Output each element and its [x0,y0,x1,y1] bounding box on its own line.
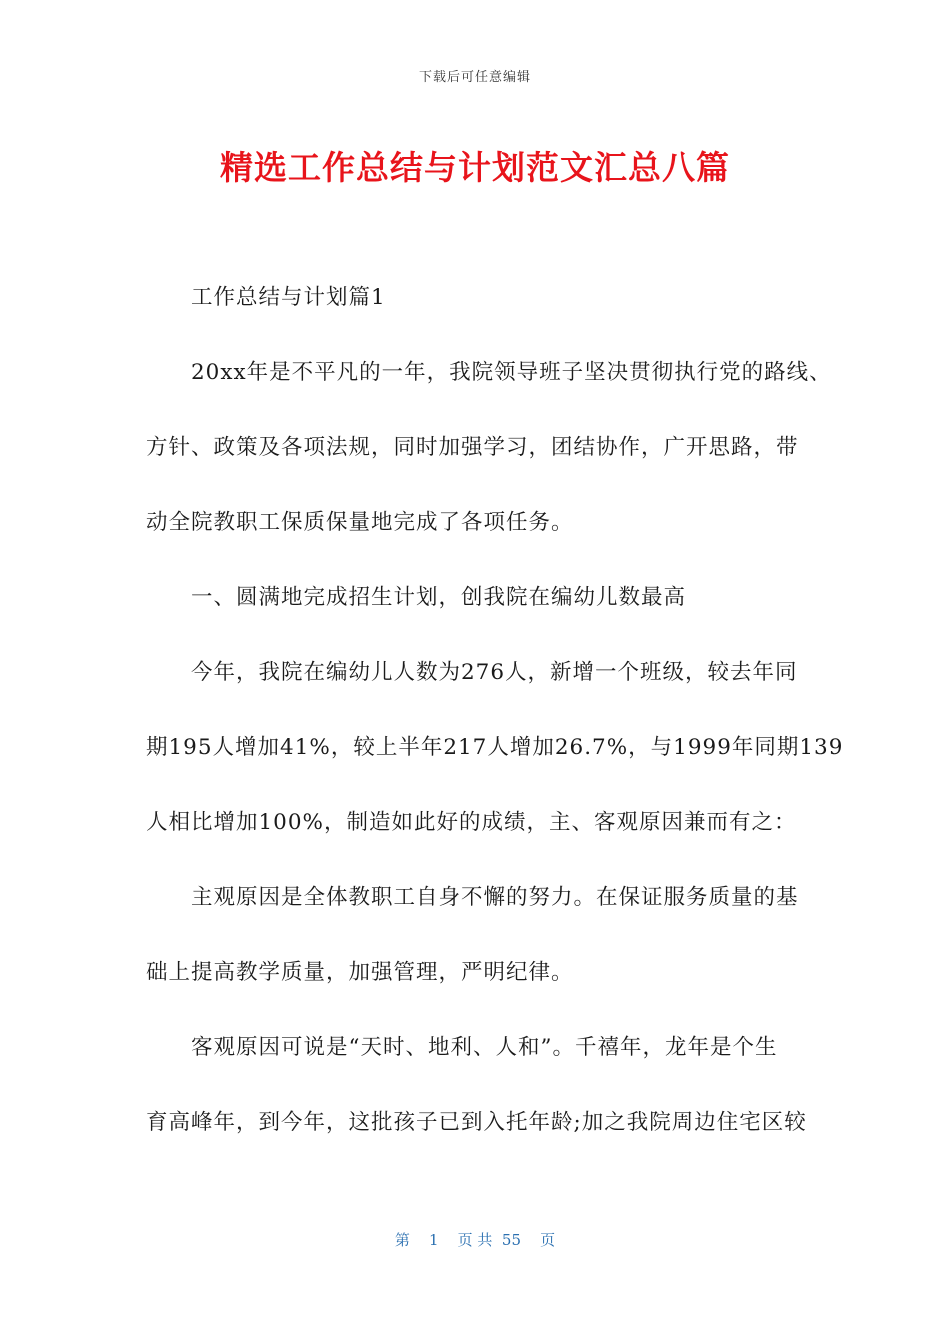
paragraph-line: 客观原因可说是“天时、地利、人和”。千禧年，龙年是个生 [191,1035,778,1060]
paragraph-line: 20xx年是不平凡的一年，我院领导班子坚决贯彻执行党的路线、 [191,360,832,385]
header-note: 下载后可任意编辑 [418,70,531,85]
paragraph-line: 育高峰年，到今年，这批孩子已到入托年龄;加之我院周边住宅区较 [146,1110,807,1135]
footer-page-number: 1 [428,1231,439,1249]
footer-suffix: 页 [540,1231,556,1249]
page-footer [0,1229,950,1250]
document-body [146,278,844,1178]
paragraph-line: 今年，我院在编幼儿人数为276人，新增一个班级，较去年同 [191,660,798,685]
document-title: 精选工作总结与计划范文汇总八篇 [220,148,730,187]
paragraph-line: 方针、政策及各项法规，同时加强学习，团结协作，广开思路，带 [146,435,799,460]
footer-total-pages: 55 [501,1231,522,1249]
subsection-heading: 一、圆满地完成招生计划，创我院在编幼儿数最高 [191,585,687,610]
footer-middle: 页 共 [457,1231,493,1249]
paragraph-line: 动全院教职工保质保量地完成了各项任务。 [146,510,574,535]
paragraph-line: 础上提高教学质量，加强管理，严明纪律。 [146,960,574,985]
paragraph-line: 期195人增加41%，较上半年217人增加26.7%，与1999年同期139 [146,735,844,760]
paragraph-line: 人相比增加100%，制造如此好的成绩，主、客观原因兼而有之： [146,810,797,835]
section-heading: 工作总结与计划篇1 [191,285,386,310]
paragraph-line: 主观原因是全体教职工自身不懈的努力。在保证服务质量的基 [191,885,799,910]
footer-prefix: 第 [394,1231,410,1249]
